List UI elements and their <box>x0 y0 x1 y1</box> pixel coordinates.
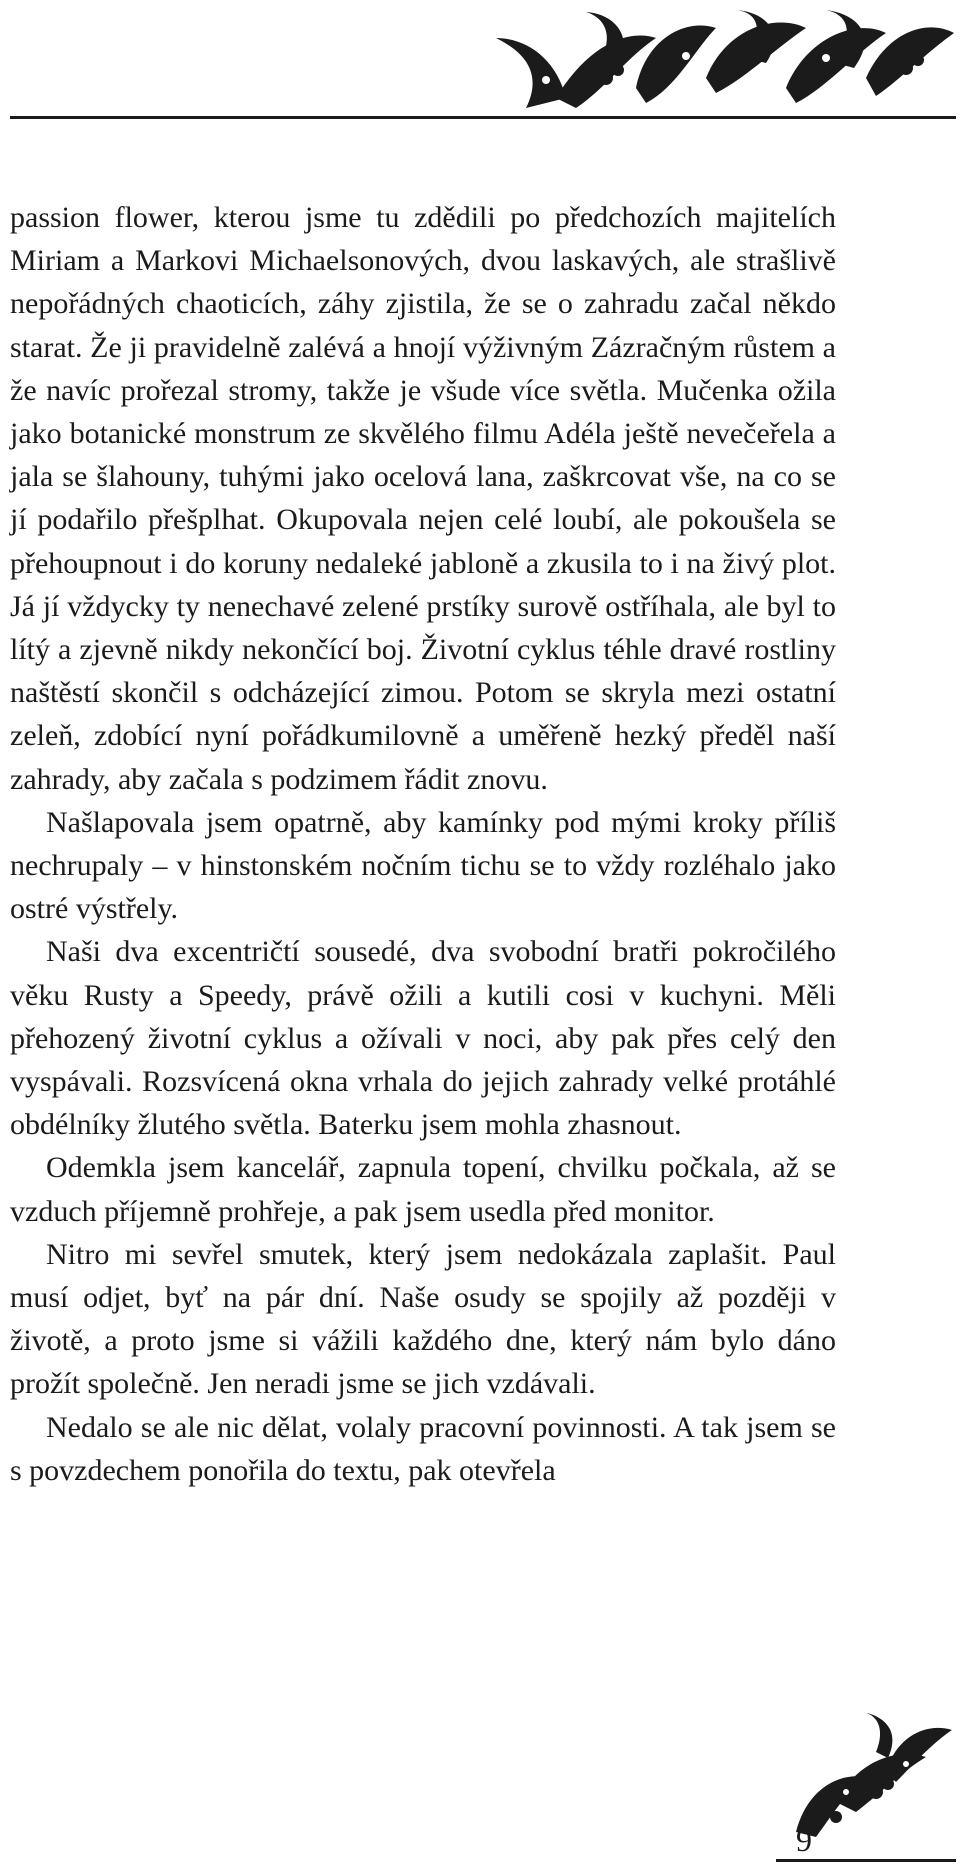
paragraph: Naši dva excentričtí sousedé, dva svobodní bratři pokročilého věku Rusty a Speedy, právě ožili a kutili cosi v kuchyni. Měli přehozený životní cyklus a ožívali v noci, aby pak přes celý den vyspávali. Rozsvícená okna vrhala do jejich zahrady velké protáhlé obdélníky žlutého světla. Baterku jsem mohla zhasnout. <box>10 935 836 1142</box>
header-rule <box>10 116 956 119</box>
page-number: 9 <box>796 1822 812 1858</box>
paragraph: Nitro mi sevřel smutek, který jsem nedokázala zaplašit. Paul musí odjet, byť na pár dní. Naše osudy se spojily až později v životě, a proto jsme si vážili každého dne, který nám bylo dáno prožít společně. Jen neradi jsme se jich vzdávali. <box>10 1237 836 1401</box>
footer-rule <box>776 1859 956 1862</box>
paragraph: Našlapovala jsem opatrně, aby kamínky pod mými kroky příliš nechrupaly – v hinstonském nočním tichu se to vždy rozléhalo jako ostré výstřely. <box>10 805 836 926</box>
paragraph: Nedalo se ale nic dělat, volaly pracovní povinnosti. A tak jsem se s povzdechem ponořila do textu, pak otevřela <box>10 1410 836 1487</box>
holly-branch-icon <box>486 8 956 120</box>
paragraph: passion flower, kterou jsme tu zdědili po předchozích majitelích Miriam a Markovi Michaelsonových, dvou laskavých, ale strašlivě nepořádných chaoticích, záhy zjistila, že se o zahradu začal někdo starat. Že ji pravidelně zalévá a hnojí výživným Zázračným růstem a že navíc prořezal stromy, takže je všude více světla. Mučenka ožila jako botanické monstrum ze skvělého filmu Adéla ještě nevečeřela a jala se šlahouny, tuhými jako ocelová lana, zaškrcovat vše, na co se jí podařilo přešplhat. Okupovala nejen celé loubí, ale pokoušela se přehoupnout i do koruny nedaleké jabloně a zkusila to i na živý plot. Já jí vždycky ty nenechavé zelené prstíky surově ostříhala, ale byl to lítý a zjevně nikdy nekončící boj. Životní cyklus téhle dravé rostliny naštěstí skončil s odcházející zimou. Potom se skryla mezi ostatní zeleň, zdobící nyní pořádkumilovně a uměřeně hezký předěl naší zahrady, aby začala s podzimem řádit znovu. <box>10 201 836 796</box>
body-text <box>10 196 836 1492</box>
paragraph: Odemkla jsem kancelář, zapnula topení, chvilku počkala, až se vzduch příjemně prohřeje, a pak jsem usedla před monitor. <box>10 1151 836 1228</box>
